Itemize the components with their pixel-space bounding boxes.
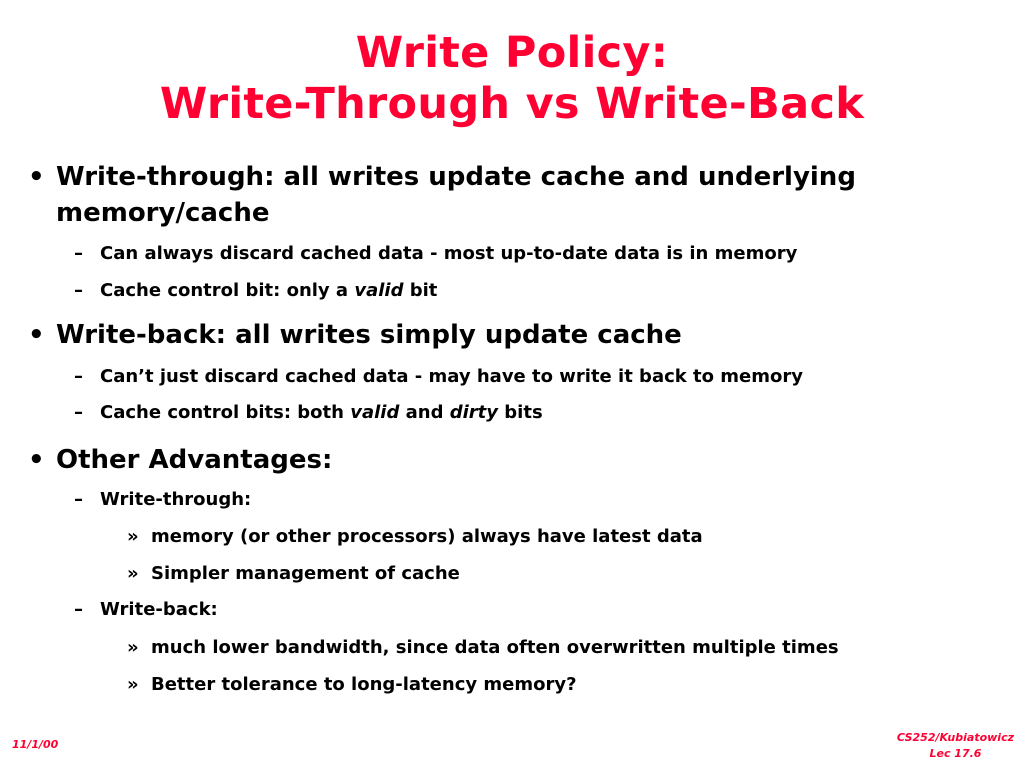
- bullet-marker: •: [28, 445, 45, 475]
- title-line-2: Write-Through vs Write-Back: [159, 79, 865, 129]
- bullet-text: Write-through: all writes update cache and underlying: [56, 162, 856, 192]
- sub-sub-item-text: Better tolerance to long-latency memory?: [151, 674, 577, 695]
- text-pre: Cache control bits: both: [100, 402, 351, 423]
- text-emphasis-valid: valid: [354, 280, 404, 301]
- sub-item-text: Write-through:: [100, 489, 252, 510]
- bullet-marker: •: [28, 320, 45, 350]
- sub-marker: »: [127, 526, 139, 547]
- bullet-marker: •: [28, 162, 45, 192]
- sub-sub-item-text: Simpler management of cache: [151, 563, 460, 584]
- sub-sub-item-text: memory (or other processors) always have latest data: [151, 526, 703, 547]
- dash-marker: –: [74, 402, 83, 423]
- sub-sub-item-text: much lower bandwidth, since data often overwritten multiple times: [151, 637, 839, 658]
- dash-marker: –: [74, 366, 83, 387]
- sub-item-text: [100, 401, 543, 425]
- footer-lecture-number: Lec 17.6: [929, 747, 982, 760]
- dash-marker: –: [74, 489, 83, 510]
- title-line-1: Write Policy:: [355, 28, 669, 78]
- sub-marker: »: [127, 563, 139, 584]
- bullet-text: memory/cache: [56, 198, 270, 228]
- bullet-text: Write-back: all writes simply update cache: [56, 320, 682, 350]
- sub-item-text: Can’t just discard cached data - may have to write it back to memory: [100, 366, 803, 387]
- text-emphasis-valid: valid: [350, 402, 400, 423]
- sub-marker: »: [127, 674, 139, 695]
- text-pre: Cache control bit: only a: [100, 280, 355, 301]
- sub-marker: »: [127, 637, 139, 658]
- text-mid: and: [399, 402, 450, 423]
- text-post: bits: [498, 402, 543, 423]
- sub-item-text: Write-back:: [100, 599, 218, 620]
- footer-date: 11/1/00: [12, 738, 59, 751]
- bullet-text: Other Advantages:: [56, 445, 333, 475]
- footer-course-name: CS252/Kubiatowicz: [896, 731, 1014, 744]
- sub-item-text: [100, 279, 437, 303]
- dash-marker: –: [74, 280, 83, 301]
- text-emphasis-dirty: dirty: [449, 402, 499, 423]
- footer-course-info: [897, 730, 1014, 762]
- sub-item-text: Can always discard cached data - most up-to-date data is in memory: [100, 243, 798, 264]
- text-post: bit: [403, 280, 438, 301]
- dash-marker: –: [74, 243, 83, 264]
- dash-marker: –: [74, 599, 83, 620]
